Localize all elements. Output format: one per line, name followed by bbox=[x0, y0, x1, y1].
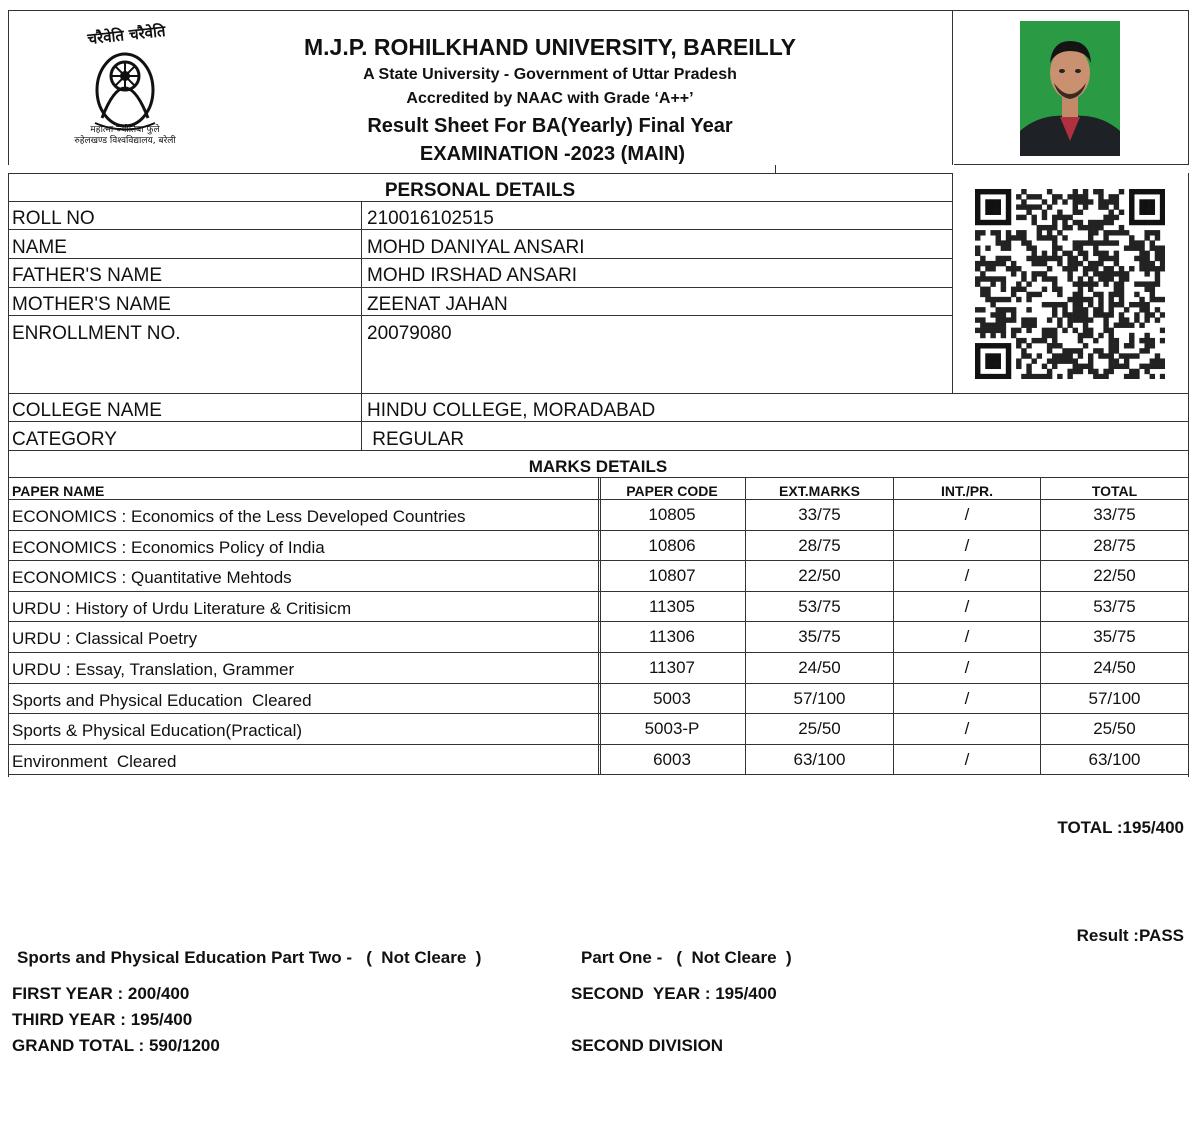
paper-name: URDU : Essay, Translation, Grammer bbox=[12, 660, 295, 679]
first-year-marks: FIRST YEAR : 200/400 bbox=[12, 984, 190, 1003]
int-pr: / bbox=[964, 689, 970, 708]
father-name-value: MOHD IRSHAD ANSARI bbox=[367, 265, 578, 286]
sports-part-two-status: Sports and Physical Education Part Two - ( Not Cleare ) bbox=[17, 948, 482, 967]
int-pr: / bbox=[964, 505, 970, 524]
name-value: MOHD DANIYAL ANSARI bbox=[367, 237, 585, 258]
col-header-int-pr: INT./PR. bbox=[940, 483, 994, 499]
paper-name: ECONOMICS : Economics of the Less Developed Countries bbox=[12, 507, 466, 526]
int-pr: / bbox=[964, 719, 970, 738]
ext-marks: 57/100 bbox=[793, 689, 846, 708]
paper-name: Sports & Physical Education(Practical) bbox=[12, 721, 303, 740]
roll-no-value: 210016102515 bbox=[367, 208, 494, 229]
result-status: Result :PASS bbox=[1076, 926, 1184, 945]
part-one-status: Part One - ( Not Cleare ) bbox=[581, 948, 792, 967]
ext-marks: 63/100 bbox=[793, 750, 846, 769]
total-marks-cell: 57/100 bbox=[1088, 689, 1141, 708]
paper-code: 11305 bbox=[648, 597, 695, 616]
int-pr: / bbox=[964, 597, 970, 616]
paper-code: 5003-P bbox=[644, 719, 700, 738]
marks-details-heading: MARKS DETAILS bbox=[528, 457, 668, 476]
category-label: CATEGORY bbox=[12, 429, 117, 450]
name-label: NAME bbox=[12, 237, 67, 258]
col-header-paper-name: PAPER NAME bbox=[12, 483, 105, 499]
second-year-marks: SECOND YEAR : 195/400 bbox=[571, 984, 777, 1003]
paper-name: URDU : History of Urdu Literature & Critisicm bbox=[12, 599, 352, 618]
ext-marks: 28/75 bbox=[798, 536, 841, 555]
paper-name: ECONOMICS : Economics Policy of India bbox=[12, 538, 325, 557]
total-marks-cell: 22/50 bbox=[1093, 566, 1136, 585]
roll-no-label: ROLL NO bbox=[12, 208, 95, 229]
paper-code: 10806 bbox=[648, 536, 696, 555]
total-marks: TOTAL :195/400 bbox=[1057, 818, 1184, 837]
logo-caption-1: महात्मा ज्योतिबा फुले bbox=[90, 125, 160, 135]
logo-caption-2: रुहेलखण्ड विश्वविद्यालय, बरेली bbox=[74, 136, 176, 146]
paper-name: ECONOMICS : Quantitative Mehtods bbox=[12, 568, 292, 587]
ext-marks: 33/75 bbox=[798, 505, 841, 524]
grand-total: GRAND TOTAL : 590/1200 bbox=[12, 1036, 220, 1055]
int-pr: / bbox=[964, 536, 970, 555]
personal-details-heading: PERSONAL DETAILS bbox=[384, 180, 576, 201]
logo-motto: चरैवेति चरैवेति bbox=[86, 21, 167, 49]
university-subtitle-1: A State University - Government of Uttar Pradesh bbox=[363, 66, 737, 83]
university-name: M.J.P. ROHILKHAND UNIVERSITY, BAREILLY bbox=[303, 34, 797, 60]
paper-code: 10805 bbox=[648, 505, 696, 524]
qr-code-icon bbox=[975, 189, 1165, 379]
col-header-total: TOTAL bbox=[1091, 483, 1138, 499]
paper-name: URDU : Classical Poetry bbox=[12, 629, 198, 648]
exam-title: EXAMINATION -2023 (MAIN) bbox=[419, 143, 686, 165]
university-subtitle-2: Accredited by NAAC with Grade ‘A++’ bbox=[406, 90, 694, 107]
total-marks-cell: 33/75 bbox=[1093, 505, 1136, 524]
ext-marks: 22/50 bbox=[798, 566, 841, 585]
paper-code: 6003 bbox=[653, 750, 691, 769]
college-name-label: COLLEGE NAME bbox=[12, 400, 162, 421]
int-pr: / bbox=[964, 658, 970, 677]
father-name-label: FATHER'S NAME bbox=[12, 265, 163, 286]
paper-code: 11307 bbox=[648, 658, 695, 677]
division: SECOND DIVISION bbox=[571, 1036, 724, 1055]
university-logo bbox=[62, 18, 192, 148]
col-header-ext-marks: EXT.MARKS bbox=[779, 483, 860, 499]
int-pr: / bbox=[964, 627, 970, 646]
row-divider bbox=[8, 774, 1189, 775]
result-sheet-title: Result Sheet For BA(Yearly) Final Year bbox=[367, 115, 733, 137]
total-marks-cell: 28/75 bbox=[1093, 536, 1136, 555]
category-value: REGULAR bbox=[367, 429, 465, 450]
total-marks-cell: 35/75 bbox=[1093, 627, 1136, 646]
paper-name: Sports and Physical Education Cleared bbox=[12, 691, 312, 710]
enrollment-label: ENROLLMENT NO. bbox=[12, 323, 181, 344]
int-pr: / bbox=[964, 566, 970, 585]
college-name-value: HINDU COLLEGE, MORADABAD bbox=[367, 400, 656, 421]
enrollment-value: 20079080 bbox=[367, 323, 452, 344]
mother-name-label: MOTHER'S NAME bbox=[12, 294, 171, 315]
mother-name-value: ZEENAT JAHAN bbox=[367, 294, 508, 315]
third-year-marks: THIRD YEAR : 195/400 bbox=[12, 1010, 193, 1029]
ext-marks: 53/75 bbox=[798, 597, 841, 616]
student-photo bbox=[1020, 21, 1120, 156]
total-marks-cell: 25/50 bbox=[1093, 719, 1136, 738]
ext-marks: 25/50 bbox=[798, 719, 841, 738]
int-pr: / bbox=[964, 750, 970, 769]
paper-code: 5003 bbox=[653, 689, 691, 708]
total-marks-cell: 63/100 bbox=[1088, 750, 1141, 769]
paper-code: 11306 bbox=[648, 627, 695, 646]
paper-code: 10807 bbox=[648, 566, 696, 585]
total-marks-cell: 24/50 bbox=[1093, 658, 1136, 677]
col-header-paper-code: PAPER CODE bbox=[626, 483, 718, 499]
ext-marks: 35/75 bbox=[798, 627, 841, 646]
paper-name: Environment Cleared bbox=[12, 752, 177, 771]
total-marks-cell: 53/75 bbox=[1093, 597, 1136, 616]
ext-marks: 24/50 bbox=[798, 658, 841, 677]
university-emblem-icon bbox=[62, 18, 192, 148]
